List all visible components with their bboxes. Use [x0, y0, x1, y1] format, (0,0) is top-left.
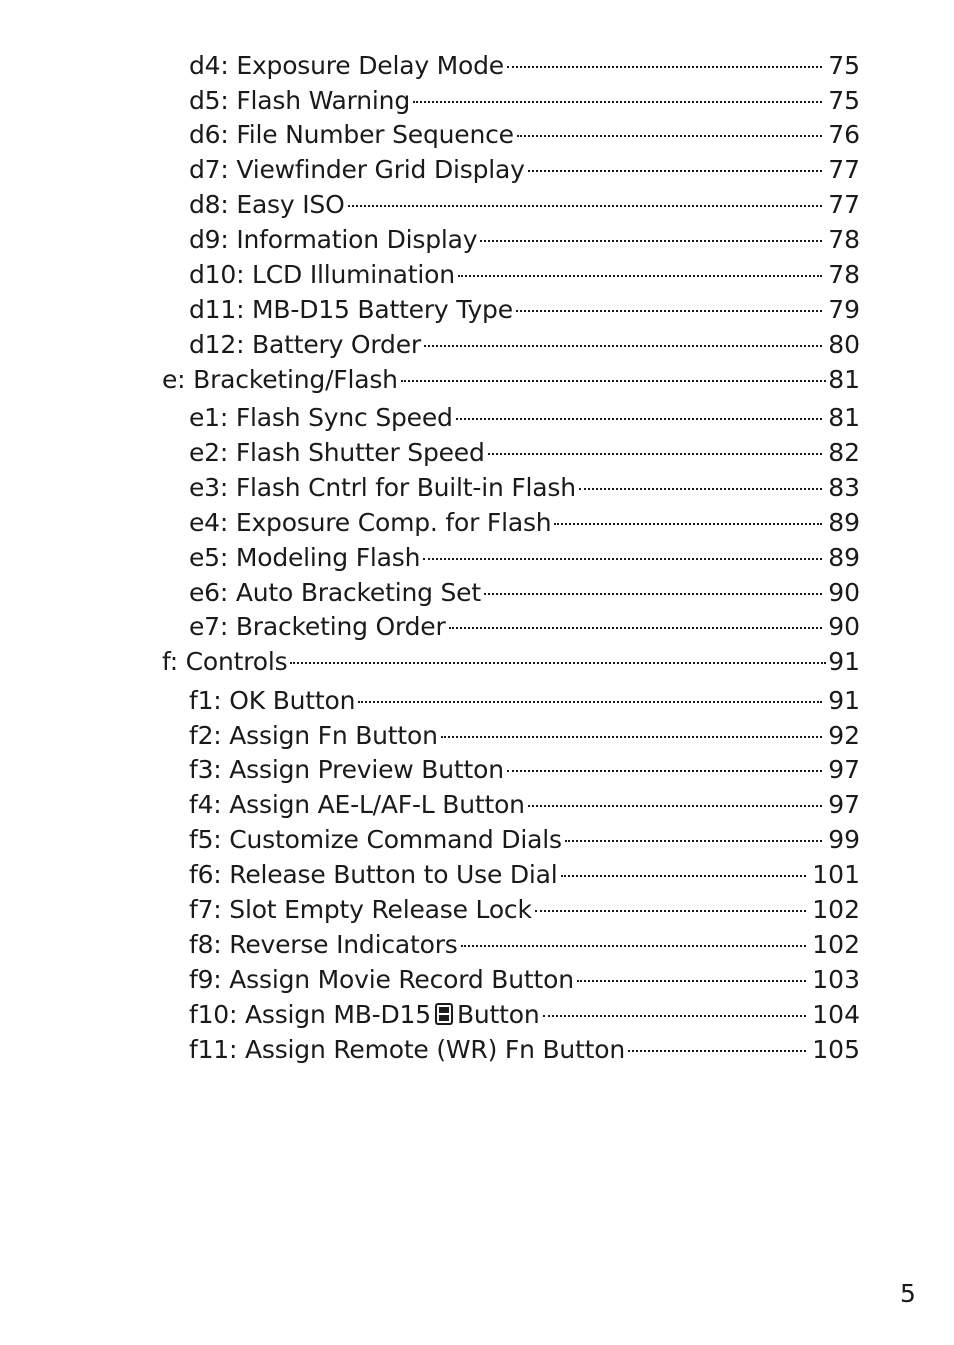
toc-entry-f8[interactable]: [189, 929, 860, 961]
toc-entry-title: e6: Auto Bracketing Set: [189, 578, 481, 607]
toc-entry-d11[interactable]: [189, 294, 860, 326]
toc-entry-title: d4: Exposure Delay Mode: [189, 51, 504, 80]
toc-entry-title-suffix: Button: [456, 1000, 540, 1029]
dot-leader: [290, 662, 826, 664]
toc-entry-title: f10: Assign MB-D15: [189, 1000, 431, 1029]
toc-entry-e2[interactable]: [189, 437, 860, 469]
dot-leader: [516, 310, 822, 312]
toc-entry-title: f7: Slot Empty Release Lock: [189, 895, 532, 924]
toc-entry-page: 102: [812, 895, 860, 924]
toc-entry-title: d8: Easy ISO: [189, 190, 345, 219]
toc-entry-title: d9: Information Display: [189, 225, 478, 254]
toc-entry-title: e1: Flash Sync Speed: [189, 403, 453, 432]
dot-leader: [461, 945, 807, 947]
toc-entry-title: e2: Flash Shutter Speed: [189, 438, 485, 467]
toc-entry-title: f1: OK Button: [189, 686, 356, 715]
ae-af-lock-icon: [435, 1003, 453, 1025]
toc-entry-title: f4: Assign AE-L/AF-L Button: [189, 790, 525, 819]
toc-entry-f10[interactable]: [189, 999, 860, 1031]
dot-leader: [507, 770, 822, 772]
dot-leader: [413, 101, 822, 103]
toc-entry-d6[interactable]: [189, 119, 860, 151]
toc-entry-f1[interactable]: [189, 685, 860, 717]
dot-leader: [507, 66, 822, 68]
toc-entry-f2[interactable]: [189, 720, 860, 752]
toc-entry-d8[interactable]: [189, 189, 860, 221]
toc-entry-f7[interactable]: [189, 894, 860, 926]
dot-leader: [423, 558, 822, 560]
toc-entry-page: 97: [828, 755, 860, 784]
toc-entry-title: f9: Assign Movie Record Button: [189, 965, 574, 994]
dot-leader: [480, 240, 822, 242]
toc-section-f[interactable]: [162, 646, 860, 678]
dot-leader: [565, 840, 822, 842]
dot-leader: [358, 701, 822, 703]
toc-entry-page: 76: [828, 120, 860, 149]
dot-leader: [401, 380, 826, 382]
toc-entry-page: 78: [828, 225, 860, 254]
toc-entry-title: e5: Modeling Flash: [189, 543, 421, 572]
toc-entry-f6[interactable]: [189, 859, 860, 891]
toc-entry-page: 81: [828, 365, 860, 394]
toc-entry-title: d12: Battery Order: [189, 330, 421, 359]
toc-section-title: f: Controls: [162, 647, 288, 676]
toc-entry-page: 80: [828, 330, 860, 359]
toc-entry-d7[interactable]: [189, 154, 860, 186]
dot-leader: [535, 910, 807, 912]
toc-entry-f4[interactable]: [189, 789, 860, 821]
toc-entry-title: e4: Exposure Comp. for Flash: [189, 508, 552, 537]
dot-leader: [348, 205, 823, 207]
toc-entry-e4[interactable]: [189, 507, 860, 539]
toc-entry-f9[interactable]: [189, 964, 860, 996]
toc-entry-page: 81: [828, 403, 860, 432]
toc-entry-title-group: [189, 999, 540, 1031]
dot-leader: [441, 736, 822, 738]
toc-section-e[interactable]: [162, 364, 860, 396]
toc-entry-title: d5: Flash Warning: [189, 86, 410, 115]
dot-leader: [543, 1015, 807, 1017]
dot-leader: [528, 170, 822, 172]
toc-entry-title: f11: Assign Remote (WR) Fn Button: [189, 1035, 626, 1064]
toc-entry-e7[interactable]: [189, 611, 860, 643]
toc-entry-title: d7: Viewfinder Grid Display: [189, 155, 525, 184]
toc-entry-e5[interactable]: [189, 542, 860, 574]
toc-entry-title: d11: MB-D15 Battery Type: [189, 295, 513, 324]
dot-leader: [449, 627, 823, 629]
dot-leader: [488, 453, 823, 455]
toc-entry-page: 77: [828, 190, 860, 219]
toc-entry-title: f5: Customize Command Dials: [189, 825, 562, 854]
toc-entry-title: e3: Flash Cntrl for Built-in Flash: [189, 473, 576, 502]
toc-entry-page: 103: [812, 965, 860, 994]
toc-entry-f11[interactable]: [189, 1034, 860, 1066]
dot-leader: [517, 135, 822, 137]
page-number: 5: [900, 1279, 916, 1308]
toc-entry-page: 90: [828, 578, 860, 607]
toc-entry-f5[interactable]: [189, 824, 860, 856]
toc-section-title: e: Bracketing/Flash: [162, 365, 398, 394]
toc-entry-f3[interactable]: [189, 754, 860, 786]
toc-entry-d9[interactable]: [189, 224, 860, 256]
toc-entry-title: f8: Reverse Indicators: [189, 930, 458, 959]
toc-entry-title: d10: LCD Illumination: [189, 260, 455, 289]
toc-entry-page: 97: [828, 790, 860, 819]
toc-entry-page: 75: [828, 86, 860, 115]
toc-entry-page: 92: [828, 721, 860, 750]
toc-entry-page: 105: [812, 1035, 860, 1064]
toc-entry-page: 90: [828, 612, 860, 641]
dot-leader: [561, 875, 807, 877]
toc-entry-e6[interactable]: [189, 577, 860, 609]
dot-leader: [484, 593, 822, 595]
toc-entry-page: 79: [828, 295, 860, 324]
toc-entry-title: e7: Bracketing Order: [189, 612, 446, 641]
toc-entry-page: 82: [828, 438, 860, 467]
dot-leader: [456, 418, 822, 420]
toc-entry-page: 77: [828, 155, 860, 184]
toc-entry-d10[interactable]: [189, 259, 860, 291]
toc-entry-title: f3: Assign Preview Button: [189, 755, 504, 784]
toc-entry-title: d6: File Number Sequence: [189, 120, 514, 149]
dot-leader: [458, 275, 822, 277]
toc-entry-title: f2: Assign Fn Button: [189, 721, 438, 750]
toc-entry-page: 101: [812, 860, 860, 889]
toc-entry-e3[interactable]: [189, 472, 860, 504]
toc-entry-page: 91: [828, 647, 860, 676]
toc-entry-page: 99: [828, 825, 860, 854]
toc-entry-d5[interactable]: [189, 85, 860, 117]
toc-entry-page: 104: [812, 1000, 860, 1029]
dot-leader: [424, 345, 822, 347]
toc-entry-d4[interactable]: [189, 50, 860, 82]
toc-entry-e1[interactable]: [189, 402, 860, 434]
toc-entry-page: 91: [828, 686, 860, 715]
dot-leader: [628, 1050, 806, 1052]
toc-entry-page: 75: [828, 51, 860, 80]
toc-entry-page: 89: [828, 543, 860, 572]
dot-leader: [579, 488, 822, 490]
toc-entry-d12[interactable]: [189, 329, 860, 361]
dot-leader: [528, 805, 822, 807]
toc-entry-title: f6: Release Button to Use Dial: [189, 860, 558, 889]
dot-leader: [577, 980, 806, 982]
dot-leader: [554, 523, 822, 525]
toc-entry-page: 83: [828, 473, 860, 502]
toc-entry-page: 78: [828, 260, 860, 289]
toc-entry-page: 89: [828, 508, 860, 537]
toc-entry-page: 102: [812, 930, 860, 959]
